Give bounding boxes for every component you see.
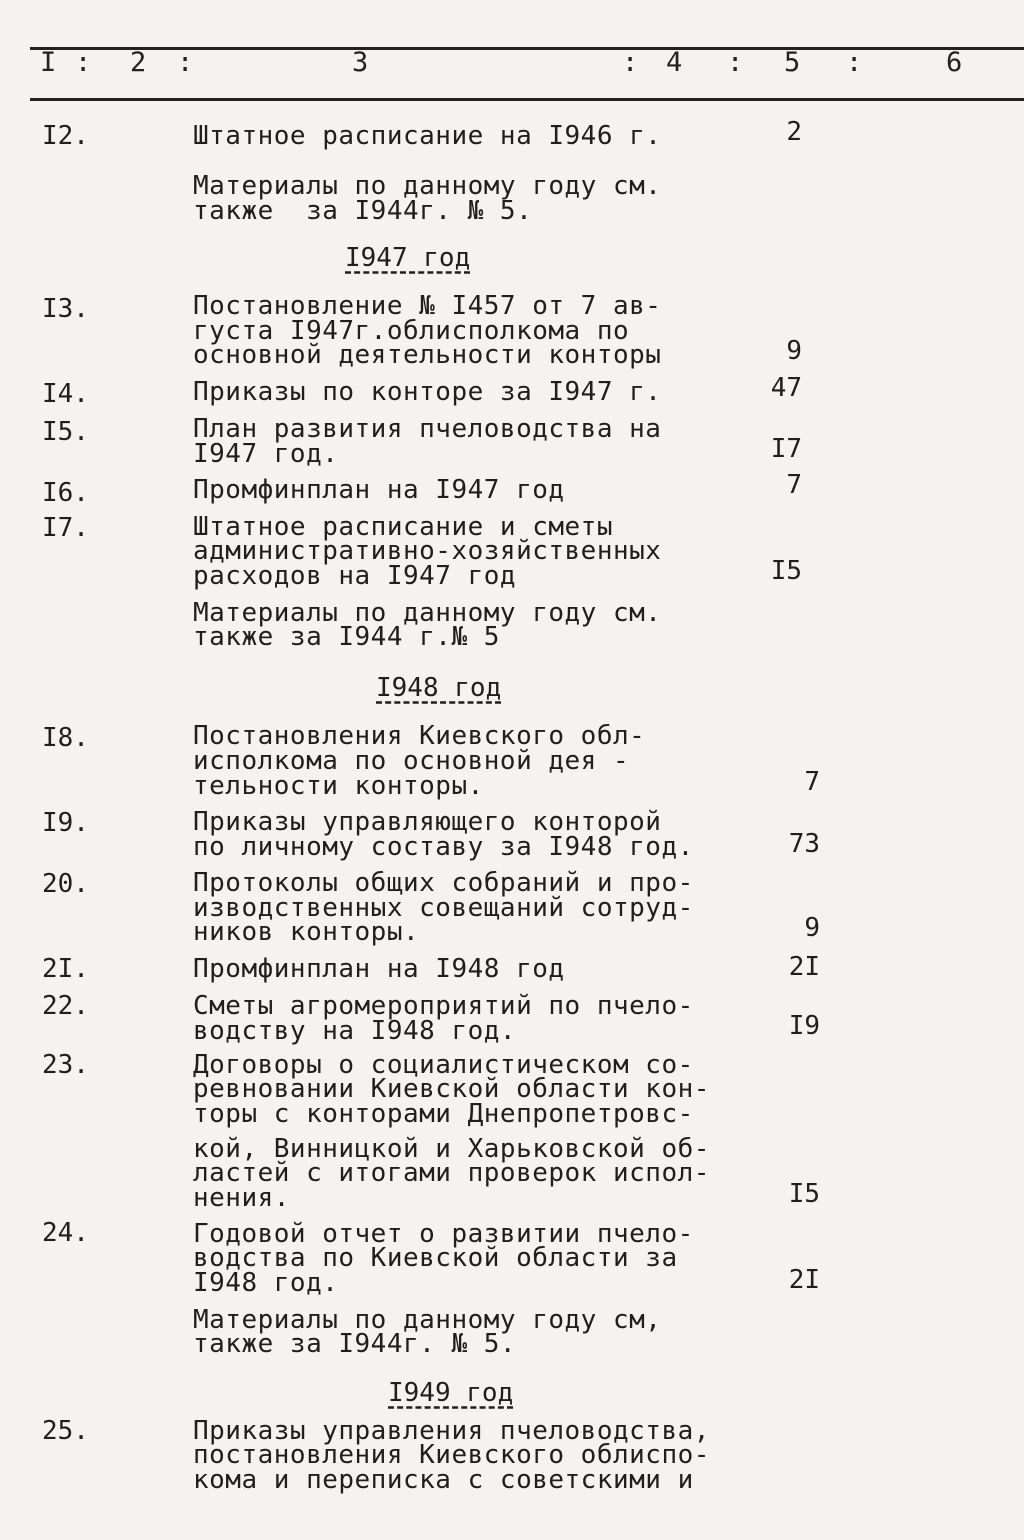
header-bottom-rule [30, 98, 1024, 101]
entry-number: I6. [42, 478, 89, 508]
entry-text-line: водства по Киевской области за [193, 1243, 678, 1273]
entry-text-line: Договоры о социалистическом со- [193, 1050, 694, 1080]
entry-number: I3. [42, 294, 89, 324]
entry-count: I5 [788, 1179, 820, 1209]
entry-text-line: Штатное расписание на I946 г. [193, 121, 662, 151]
entry-text-line: исполкома по основной дея - [193, 746, 630, 776]
header-col-5: 5 [784, 47, 801, 78]
entry-text-line: I948 год. [193, 1268, 339, 1298]
note-text-line: Материалы по данному году см. [193, 598, 662, 628]
entry-number: 2I. [42, 954, 89, 984]
note-text-line: Материалы по данному году см, [193, 1305, 662, 1335]
entry-number: I9. [42, 808, 89, 838]
entry-count: 7 [786, 470, 802, 500]
entry-text-line: Промфинплан на I947 год [193, 475, 565, 505]
entry-text-line: Протоколы общих собраний и про- [193, 868, 694, 898]
entry-text-line: Приказы по конторе за I947 г. [193, 377, 662, 407]
entry-number: I2. [42, 121, 89, 151]
entry-number: I4. [42, 379, 89, 409]
entry-text-line: изводственных совещаний сотруд- [193, 893, 694, 923]
entry-text-line: по личному составу за I948 год. [193, 832, 694, 862]
note-text-line: также за I944г. № 5. [193, 1329, 517, 1359]
header-col-2: 2 [130, 47, 147, 78]
header-sep-4: : [727, 47, 744, 78]
entry-count: 47 [770, 373, 802, 403]
note-text-line: также за I944 г.№ 5 [193, 622, 500, 652]
year-heading-1949: I949 год [388, 1378, 514, 1408]
entry-number: I5. [42, 417, 89, 447]
note-text-line: также за I944г. № 5. [193, 196, 533, 226]
entry-text-line: водству на I948 год. [193, 1016, 517, 1046]
header-sep-2: : [177, 47, 194, 78]
entry-text-line: ластей с итогами проверок испол- [193, 1158, 710, 1188]
entry-count: I7 [770, 434, 802, 464]
entry-count: 2I [788, 1265, 820, 1295]
entry-text-line: постановления Киевского облиспо- [193, 1440, 710, 1470]
entry-count: 9 [804, 913, 820, 943]
entry-number: 23. [42, 1050, 89, 1080]
entry-text-line: ревновании Киевской области кон- [193, 1074, 710, 1104]
entry-text-line: Постановления Киевского обл- [193, 721, 646, 751]
entry-text-line: расходов на I947 год [193, 561, 517, 591]
year-heading-1948: I948 год [376, 673, 502, 703]
header-col-6: 6 [946, 47, 963, 78]
entry-number: 24. [42, 1218, 89, 1248]
header-col-3: 3 [352, 47, 369, 78]
entry-text-line: I947 год. [193, 439, 339, 469]
header-col-1: I [40, 47, 57, 78]
entry-text-line: Годовой отчет о развитии пчело- [193, 1219, 694, 1249]
entry-count: 73 [788, 829, 820, 859]
entry-text-line: Сметы агромероприятий по пчело- [193, 991, 694, 1021]
entry-text-line: Промфинплан на I948 год [193, 954, 565, 984]
entry-text-line: нения. [193, 1183, 290, 1213]
entry-number: 20. [42, 869, 89, 899]
entry-number: I8. [42, 723, 89, 753]
entry-count: 7 [804, 767, 820, 797]
entry-text-line: густа I947г.облисполкома по [193, 316, 630, 346]
note-text-line: Материалы по данному году см. [193, 171, 662, 201]
entry-text-line: ников конторы. [193, 917, 420, 947]
entry-number: 25. [42, 1416, 89, 1446]
entry-text-line: Приказы управляющего конторой [193, 807, 662, 837]
entry-count: I9 [788, 1011, 820, 1041]
entry-text-line: торы с конторами Днепропетровс- [193, 1099, 694, 1129]
entry-text-line: Штатное расписание и сметы [193, 512, 613, 542]
entry-text-line: План развития пчеловодства на [193, 414, 662, 444]
entry-count: 2I [788, 952, 820, 982]
header-sep-1: : [75, 47, 92, 78]
entry-number: I7. [42, 513, 89, 543]
header-sep-5: : [846, 47, 863, 78]
year-heading-1947: I947 год [345, 243, 471, 273]
entry-text-line: административно-хозяйственных [193, 536, 662, 566]
entry-text-line: Приказы управления пчеловодства, [193, 1416, 710, 1446]
entry-text-line: основной деятельности конторы [193, 340, 662, 370]
entry-count: 9 [786, 336, 802, 366]
entry-text-line: кома и переписка с советскими и [193, 1465, 694, 1495]
header-sep-3: : [622, 47, 639, 78]
entry-text-line: Постановление № I457 от 7 ав- [193, 291, 662, 321]
header-col-4: 4 [666, 47, 683, 78]
entry-count: 2 [786, 117, 802, 147]
entry-text-line: кой, Винницкой и Харьковской об- [193, 1134, 710, 1164]
entry-count: I5 [770, 556, 802, 586]
entry-number: 22. [42, 991, 89, 1021]
entry-text-line: тельности конторы. [193, 771, 484, 801]
